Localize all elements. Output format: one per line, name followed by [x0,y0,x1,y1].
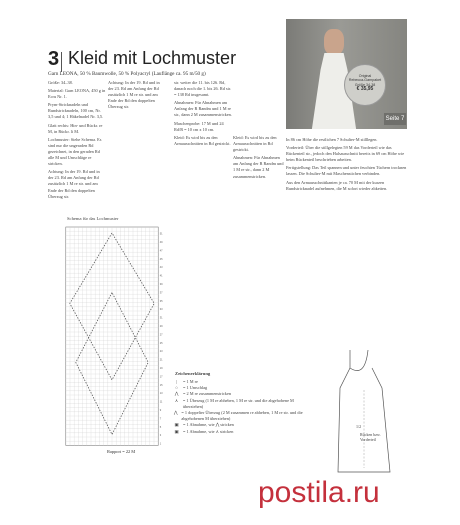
paragraph: Glatt rechts: Hin- und Rückr. re M, in Rückr. li M. [48,122,103,134]
row-number: 25 [159,341,163,345]
row-number: 45 [159,257,163,261]
legend-row: ⋀ = 1 doppelter Überzug (2 M zusammen re abheben, 1 M re str. und die abgehobenen M überziehen) [173,410,303,422]
row-number: 23 [159,350,163,354]
pattern-number: 3 [48,48,60,70]
legend-title: Zeichenerklärung [175,371,211,376]
text-column-1 [48,80,106,202]
row-number: 31 [159,316,163,320]
rapport-label: Rapport = 22 M [107,449,136,454]
paragraph: Material: Garn LEONA, 450 g in Ecru Nr. 1. [48,88,106,100]
paragraph: Fertigstellung: Das Teil spannen und unter feuchten Tüchern trocknen lassen. Die Schulter-M mit Maschenstichen verbinden. [286,165,407,177]
legend-row: ⋀ = 2 M re zusammenstricken [174,391,232,397]
paragraph: Vorderteil: Über die stillgelegten 59 M das Vorderteil wie das Rückenteil str., jedoch den Halsausschnitt bereits in 69 cm Höhe wie beim Rückenteil beschrieben arbeiten. [286,145,405,163]
title-divider [61,52,62,72]
paragraph: Prym-Stricknadeln und Rundstricknadeln, 100 cm, Nr. 3,5 und 4; 1 Häkelnadel Nr. 3,5. [48,102,104,120]
paragraph: Lochmuster: Siehe Schema. Es sind nur die ungeraden Rd gezeichnet, in den geraden Rd alle M und Umschläge re stricken. [48,136,102,167]
watermark: postila.ru [258,476,380,509]
paragraph: str. weiter die 11. bis 126. Rd, danach noch die 1. bis 26. Rd str. = 138 Rd insgesamt. [174,80,232,98]
chart-title: Schema für das Lochmuster [67,216,119,221]
paragraph: Achtung: In der 19. Rd und in der 23. Rd am Anfang der Rd zusätzlich 1 M re str. und am Ende der Rd den doppelten Überzug str. [48,169,100,199]
legend [173,379,313,435]
legend-row: | = 1 M re [176,379,198,384]
row-number: 47 [159,249,163,253]
row-number: 35 [159,299,163,303]
paragraph: Maschenprobe: 17 M und 24 Rd/R = 10 cm x 10 cm. [174,120,224,132]
page-label: Seite 7 [384,113,406,125]
row-number: 37 [159,291,163,295]
schematic-label: Rücken bzw. Vorderteil [360,432,381,442]
page-title: Kleid mit Lochmuster [68,48,237,68]
yarn-line: Garn LEONA, 50 % Baumwolle, 50 % Polyacryl (Lauflänge ca. 95 m/50 g) [48,71,206,77]
paragraph: Achtung: In der 19. Rd und in der 23. Rd am Anfang der Rd zusätzlich 1 M re str. und am Ende der Rd den doppelten Überzug str. [108,80,160,110]
row-number: 49 [159,241,163,244]
text-column-3 [286,137,410,194]
row-number: 1 [159,442,162,446]
row-number: 9 [159,409,162,412]
legend-row: ▣ = 1 Abnahme, wie ⋏ stricken [174,428,234,434]
text-column-1b [108,80,164,112]
price-badge: Original Rebecca-Garnpaket Größe 34-38 € 35,95 [344,64,386,106]
paragraph: Abnahmen: Für Abnahmen am Anfang der R Randm und 1 M re str., dann 2 M zusammenstricken. [174,100,232,118]
row-number: 19 [159,367,163,370]
row-number: 3 [159,434,162,438]
paragraph: Aus den Armausschnittkanten je ca. 70 M mit der kurzen Rundstricknadel aufnehmen, die M sofort wieder abketten. [286,179,388,191]
row-number: 43 [159,266,163,270]
schematic-unit: 1/2 [356,424,362,429]
row-number: 21 [159,358,163,362]
row-number: 33 [159,308,163,312]
text-column-2b [233,135,285,182]
row-number: 11 [159,400,163,404]
paragraph: Abnahmen: Für Abnahmen am Anfang der R Randm und 1 M re str., dann 2 M zusammenstricken. [233,155,284,179]
legend-row: ○ = 1 Umschlag [175,385,208,391]
model-head [324,29,344,55]
text-column-2 [174,80,232,149]
row-number: 39 [159,283,163,286]
row-number: 5 [159,425,162,429]
paragraph: Kleid: Es wird bis zu den Armausschnitten in Rd gestrickt. [233,135,277,153]
row-number: 15 [159,383,163,387]
legend-row: ⋏ = 1 Überzug (1 M re abheben, 1 M re str. und die abgehobene M überziehen) [174,397,294,409]
paragraph: Größe: 34–38. [48,80,73,85]
row-number: 7 [159,417,162,421]
paragraph: In 86 cm Höhe die restlichen 7 Schulter-M stilllegen. [286,137,378,142]
lace-pattern-chart [58,223,166,451]
paragraph: Kleid: Es wird bis zu den Armausschnitten in Rd gestrickt. [174,134,231,146]
row-number: 51 [159,232,163,236]
row-number: 13 [159,392,163,396]
garment-schematic [310,348,410,474]
legend-row: ▣ = 1 Abnahme, wie ⋀ stricken [174,422,234,428]
row-number: 41 [159,274,163,278]
row-number: 29 [159,325,163,328]
row-number: 17 [159,375,163,379]
row-number: 27 [159,333,163,337]
